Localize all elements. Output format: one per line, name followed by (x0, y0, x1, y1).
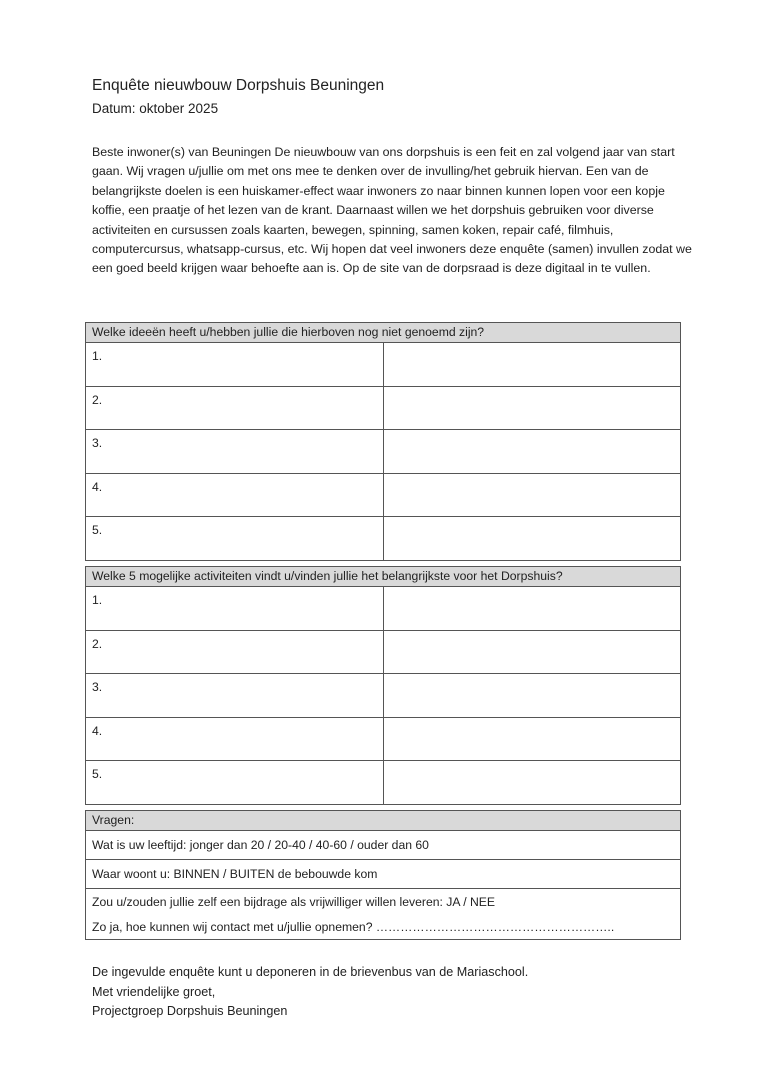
row-number: 5. (86, 517, 384, 561)
answer-cell[interactable] (383, 674, 681, 718)
answer-cell[interactable] (383, 761, 681, 805)
page-title: Enquête nieuwbouw Dorpshuis Beuningen (92, 77, 385, 94)
answer-cell[interactable] (383, 343, 681, 387)
table-row (86, 587, 681, 631)
table-row (86, 717, 681, 761)
answer-cell[interactable] (383, 630, 681, 674)
row-number: 5. (86, 761, 384, 805)
table-row (86, 630, 681, 674)
table-row (86, 343, 681, 387)
answer-cell[interactable] (383, 386, 681, 430)
ideas-table-header-row (86, 323, 681, 343)
table-row (86, 386, 681, 430)
document-date: Datum: oktober 2025 (92, 101, 219, 116)
row-number: 4. (86, 717, 384, 761)
volunteer-cell (86, 889, 681, 940)
row-number: 3. (86, 430, 384, 474)
row-number: 1. (86, 343, 384, 387)
age-question[interactable]: Wat is uw leeftijd: jonger dan 20 / 20-40 / 40-60 / ouder dan 60 (86, 831, 681, 860)
row-number: 4. (86, 473, 384, 517)
table-row (86, 473, 681, 517)
closing-greeting: Met vriendelijke groet, (92, 984, 216, 999)
table-row (86, 430, 681, 474)
questions-table-header-row (86, 811, 681, 831)
answer-cell[interactable] (383, 430, 681, 474)
questions-table-header: Vragen: (86, 811, 681, 831)
table-row (86, 517, 681, 561)
volunteer-question[interactable]: Zou u/zouden jullie zelf een bijdrage als vrijwilliger willen leveren: JA / NEE (92, 895, 496, 909)
table-row (86, 831, 681, 860)
row-number: 2. (86, 630, 384, 674)
row-number: 3. (86, 674, 384, 718)
table-row (86, 860, 681, 889)
closing-text (92, 963, 528, 1022)
answer-cell[interactable] (383, 717, 681, 761)
row-number: 1. (86, 587, 384, 631)
row-number: 2. (86, 386, 384, 430)
questions-table (85, 810, 681, 940)
intro-paragraph: Beste inwoner(s) van Beuningen De nieuwbouw van ons dorpshuis is een feit en zal volgend jaar van start gaan. Wij vragen u/jullie om met ons mee te denken over de invulling/het gebruik hiervan. Een van de belangrijkste doelen is een huiskamer-effect waar inwoners zo naar binnen kunnen lopen voor een kopje koffie, een praatje of het lezen van de krant. Daarnaast willen we het dorpshuis gebruiken voor diverse activiteiten en cursussen zoals kaarten, bewegen, spinning, samen koken, repair café, filmhuis, computercursus, whatsapp-cursus, etc. Wij hopen dat veel inwoners deze enquête (samen) invullen zodat we een goed beeld krijgen waar behoefte aan is. Op de site van de dorpsraad is deze digitaal in te vullen. (92, 145, 692, 276)
ideas-table-header: Welke ideeën heeft u/hebben jullie die hierboven nog niet genoemd zijn? (86, 323, 681, 343)
ideas-table (85, 322, 681, 561)
residence-question[interactable]: Waar woont u: BINNEN / BUITEN de bebouwde kom (86, 860, 681, 889)
activities-table-header-row (86, 567, 681, 587)
closing-instruction: De ingevulde enquête kunt u deponeren in de brievenbus van de Mariaschool. (92, 965, 529, 979)
table-row (86, 674, 681, 718)
answer-cell[interactable] (383, 587, 681, 631)
activities-table-header: Welke 5 mogelijke activiteiten vindt u/vinden jullie het belangrijkste voor het Dorpshuis? (86, 567, 681, 587)
table-row (86, 889, 681, 940)
answer-cell[interactable] (383, 473, 681, 517)
answer-cell[interactable] (383, 517, 681, 561)
contact-question[interactable]: Zo ja, hoe kunnen wij contact met u/jullie opnemen? ………………………………………………….. (92, 920, 615, 934)
activities-table (85, 566, 681, 805)
table-row (86, 761, 681, 805)
closing-signature: Projectgroep Dorpshuis Beuningen (92, 1004, 288, 1019)
